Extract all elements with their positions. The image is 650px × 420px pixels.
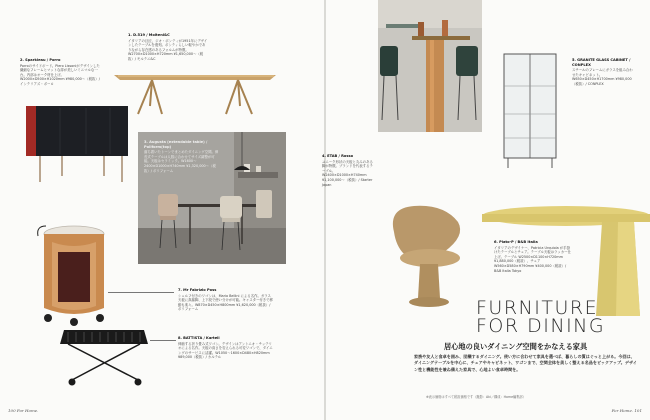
caption-item-2 bbox=[20, 58, 100, 87]
caption-item-5 bbox=[572, 58, 634, 87]
right-page-folio: For Home. 101 bbox=[611, 408, 642, 413]
caption-item-4 bbox=[322, 154, 376, 187]
caption-heading: 5. GRANITE GLASS CABINET / CONPLEX bbox=[572, 58, 631, 67]
caption-heading: 8. BATTISTA / Kartell bbox=[178, 336, 220, 340]
body-text: 家族や友人と食卓を囲み、団欒するダイニング。使い方に合わせて家具を選べば、暮らしの質はぐっと上がる。今回は、ダイニングテーブルを中心に、チェアやキャビネット、ワゴンまで、空間全体を美しく整える名品をピックアップ。デザイン性と機能性を兼ね備えた家具で、心地よい食卓時間を。 bbox=[414, 354, 637, 372]
headline-line-1: FURNITURE bbox=[476, 297, 599, 319]
dining-room-photo bbox=[138, 132, 286, 264]
caption-text: イタリアのデザイナー、Patricia Urquiola が手掛けたテーブルとチェア。テーブル天板はラッカー仕上げ。テーブル W2500×D1100×H720mm ¥1,880,000（税抜）、チェア W560×D580×H790mm ¥400,000（税抜）/ B&B Italia Tokyo bbox=[494, 245, 571, 273]
caption-heading: 3. Augusta (extendable table) / Poliform(top) bbox=[144, 140, 208, 149]
caption-heading: 4. ETAB / Rosso bbox=[322, 154, 354, 158]
caption-item-3 bbox=[144, 140, 220, 173]
caption-heading: 7. Mr Fabrizio Poss bbox=[178, 288, 217, 292]
caption-item-6 bbox=[494, 240, 572, 273]
left-page bbox=[0, 0, 324, 420]
glass-cabinet-image bbox=[502, 50, 558, 170]
leader-line bbox=[150, 340, 176, 341]
leader-line bbox=[108, 292, 174, 293]
caption-text: シェルフ付きのワゴンは、Mario Bellini による名作。ガラス天板に真鍮脚、上下段で使い分けが可能。キャスター付きで移動も楽々。W870×D450×H800mm ¥1,620,000（税抜）/ ポリフォーム bbox=[178, 293, 273, 312]
caption-text: ユニーク形状の天板と丸みのある脚が特徴。ブランドを代表するテーブル。W2400×D1000×H740mm ¥1,100,000〜（税抜）/ Starter Japan bbox=[322, 159, 373, 187]
left-page-folio: 100 For Home. bbox=[8, 408, 39, 413]
long-table-image bbox=[110, 66, 280, 116]
caption-text: イタリアの巨匠、ジオ・ポンティが1951年にデザインしたテーブルを復刻。ポンティらしい軽やかでありながら存在感のあるフォルムが特徴。W2700×D1000×H720mm ¥1,650,000〜（税抜）/ モルテニ&C bbox=[128, 38, 208, 61]
caption-text: 伸縮する折り畳み式ワゴン。デザインはアントニオ・チッテリオによる名作。天板の高さを変えられる可変ワゴンで、ダイニングのサービスに活躍。W1050〜1600×D480×H820mm ¥89,000（税抜）/ カルテル bbox=[178, 341, 273, 360]
caption-heading: 6. Plato-P / B&B Italia bbox=[494, 240, 538, 244]
caption-item-7 bbox=[178, 288, 274, 312]
caption-text: Porroのサイドボード。Piero Lissoniがデザインした繊細なフレームとマットな扉が美しいミニマルな一台。内部はオーク材仕上げ。W2000×D500×H1020mm ¥980,000〜（税抜）/ インテリアズ・ポーロ bbox=[20, 63, 100, 86]
dining-chairs-photo bbox=[378, 0, 482, 132]
headline-line-2: FOR DINING bbox=[476, 315, 606, 337]
right-page bbox=[322, 0, 650, 420]
caption-item-8 bbox=[178, 336, 274, 360]
sideboard-image bbox=[26, 104, 132, 184]
subheading: 居心地の良いダイニング空間をかなえる家具 bbox=[444, 342, 588, 351]
lounge-chair-image bbox=[384, 202, 474, 312]
caption-heading: 2. Sparkleau / Porro bbox=[20, 58, 61, 62]
round-cart-image bbox=[34, 222, 114, 328]
caption-text: スチールのフレームにガラスを組み合わせたキャビネット。W650×D450×H1700mm ¥980,000（税抜）/ CONPLEX bbox=[572, 68, 633, 86]
caption-item-1 bbox=[128, 33, 208, 62]
credit-note: ※表示価格はすべて税抜価格です（撮影：Aki／構成：Home編集部） bbox=[426, 395, 526, 399]
caption-heading: 1. D.519 / Molteni&C bbox=[128, 33, 170, 37]
caption-text: 落ち着いたトーンでまとめたダイニング空間。伸長式テーブルは人数に合わせてサイズ調整が可能。天板はセラミック。W1600〜2400×D1000×H740mm ¥1,320,000〜（税抜）/ ポリフォーム bbox=[144, 150, 219, 173]
folding-trolley-image bbox=[60, 326, 150, 388]
